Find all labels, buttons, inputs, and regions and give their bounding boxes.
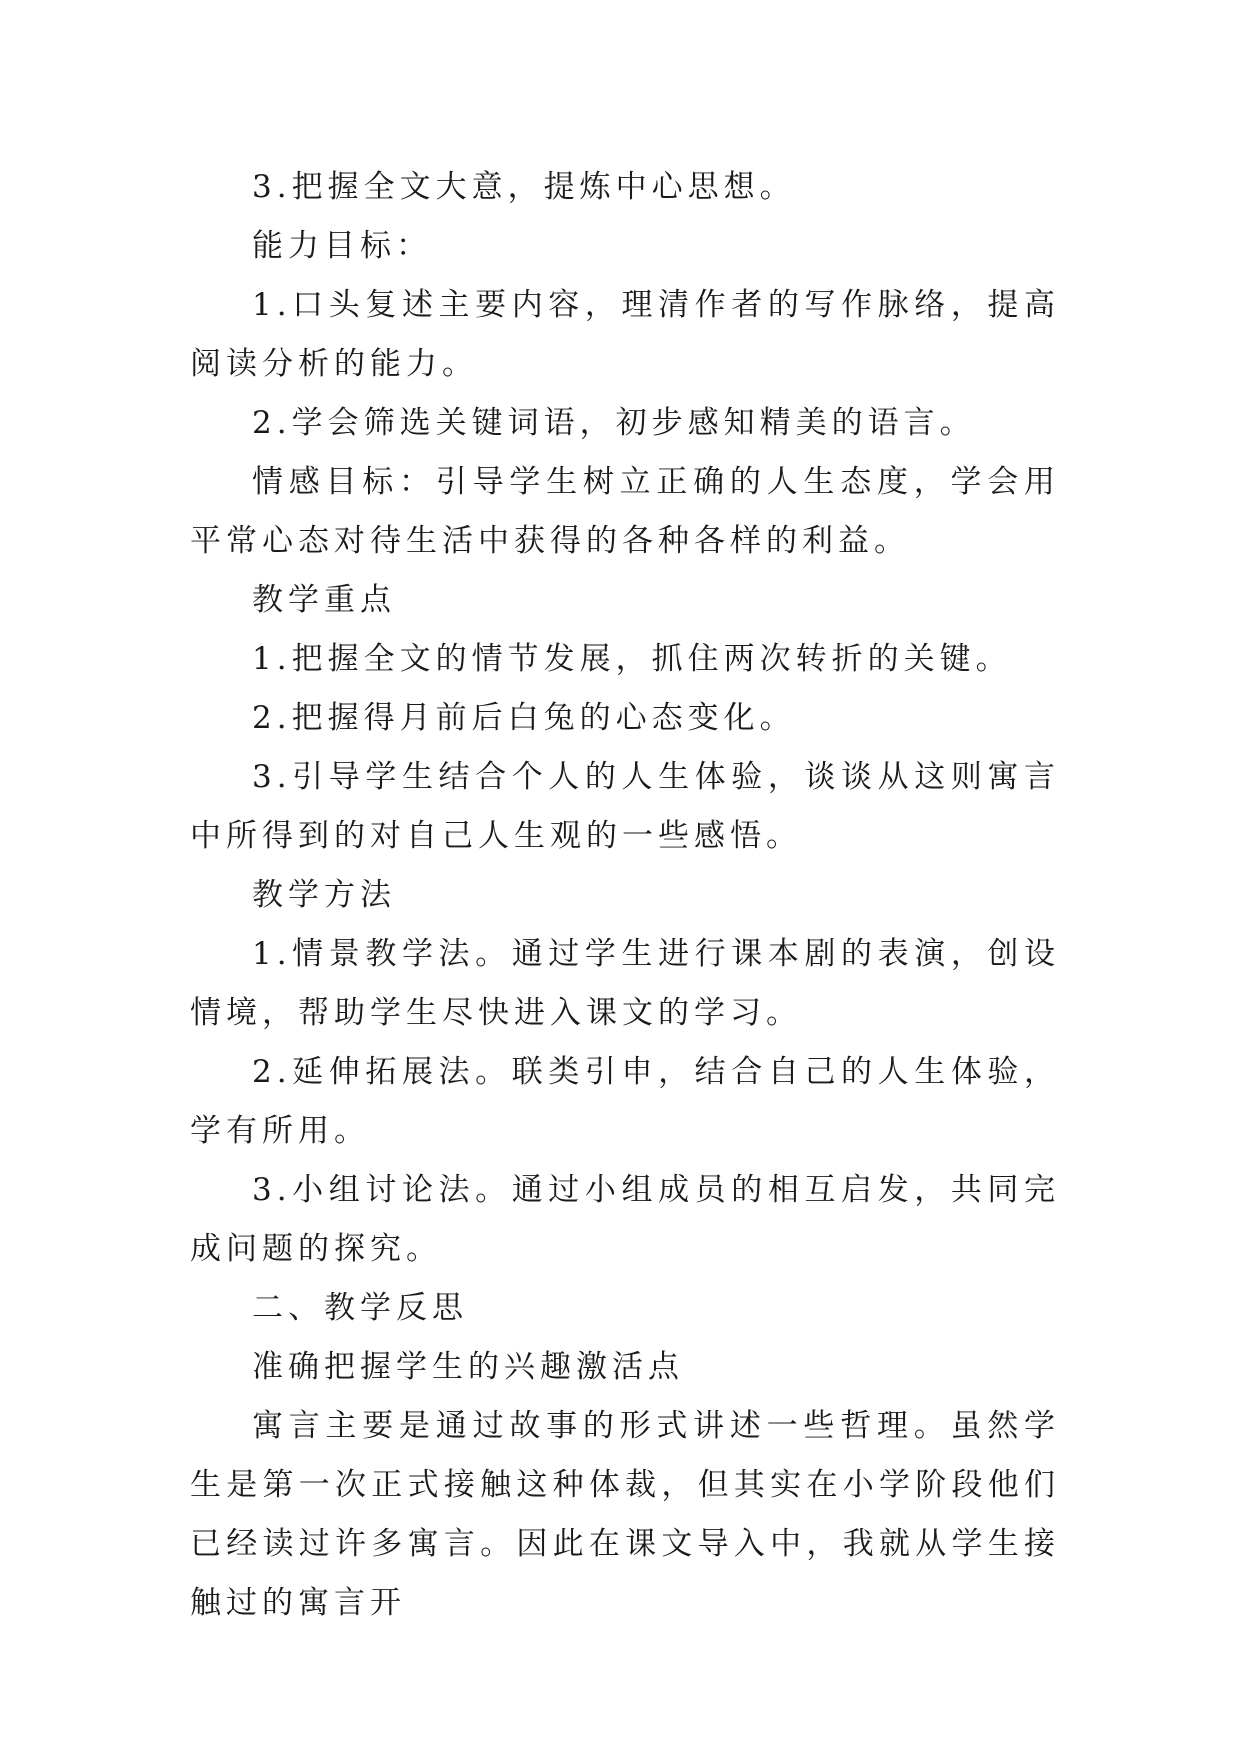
paragraph-focus-3: 3.引导学生结合个人的人生体验，谈谈从这则寓言中所得到的对自己人生观的一些感悟。 xyxy=(190,759,1060,854)
heading-ability-goals: 能力目标： xyxy=(252,228,432,264)
paragraph-emotion-goal: 情感目标：引导学生树立正确的人生态度，学会用平常心态对待生活中获得的各种各样的利益。 xyxy=(190,464,1060,559)
paragraph-focus-1: 1.把握全文的情节发展，抓住两次转折的关键。 xyxy=(252,641,1012,677)
subheading-interest-point: 准确把握学生的兴趣激活点 xyxy=(252,1349,684,1385)
heading-teaching-focus: 教学重点 xyxy=(252,582,396,618)
paragraph-focus-2: 2.把握得月前后白兔的心态变化。 xyxy=(252,700,796,736)
paragraph-method-2: 2.延伸拓展法。联类引申，结合自己的人生体验，学有所用。 xyxy=(190,1054,1060,1149)
heading-teaching-methods: 教学方法 xyxy=(252,877,396,913)
paragraph-method-3: 3.小组讨论法。通过小组成员的相互启发，共同完成问题的探究。 xyxy=(190,1172,1060,1267)
document-body xyxy=(190,158,1060,1633)
paragraph-ability-1: 1.口头复述主要内容，理清作者的写作脉络，提高阅读分析的能力。 xyxy=(190,287,1060,382)
paragraph-ability-2: 2.学会筛选关键词语，初步感知精美的语言。 xyxy=(252,405,976,441)
heading-teaching-reflection: 二、教学反思 xyxy=(252,1290,468,1326)
paragraph-objective-3: 3.把握全文大意，提炼中心思想。 xyxy=(252,169,796,205)
paragraph-reflection-body: 寓言主要是通过故事的形式讲述一些哲理。虽然学生是第一次正式接触这种体裁，但其实在小学阶段他们已经读过许多寓言。因此在课文导入中，我就从学生接触过的寓言开 xyxy=(190,1408,1060,1621)
paragraph-method-1: 1.情景教学法。通过学生进行课本剧的表演，创设情境，帮助学生尽快进入课文的学习。 xyxy=(190,936,1060,1031)
